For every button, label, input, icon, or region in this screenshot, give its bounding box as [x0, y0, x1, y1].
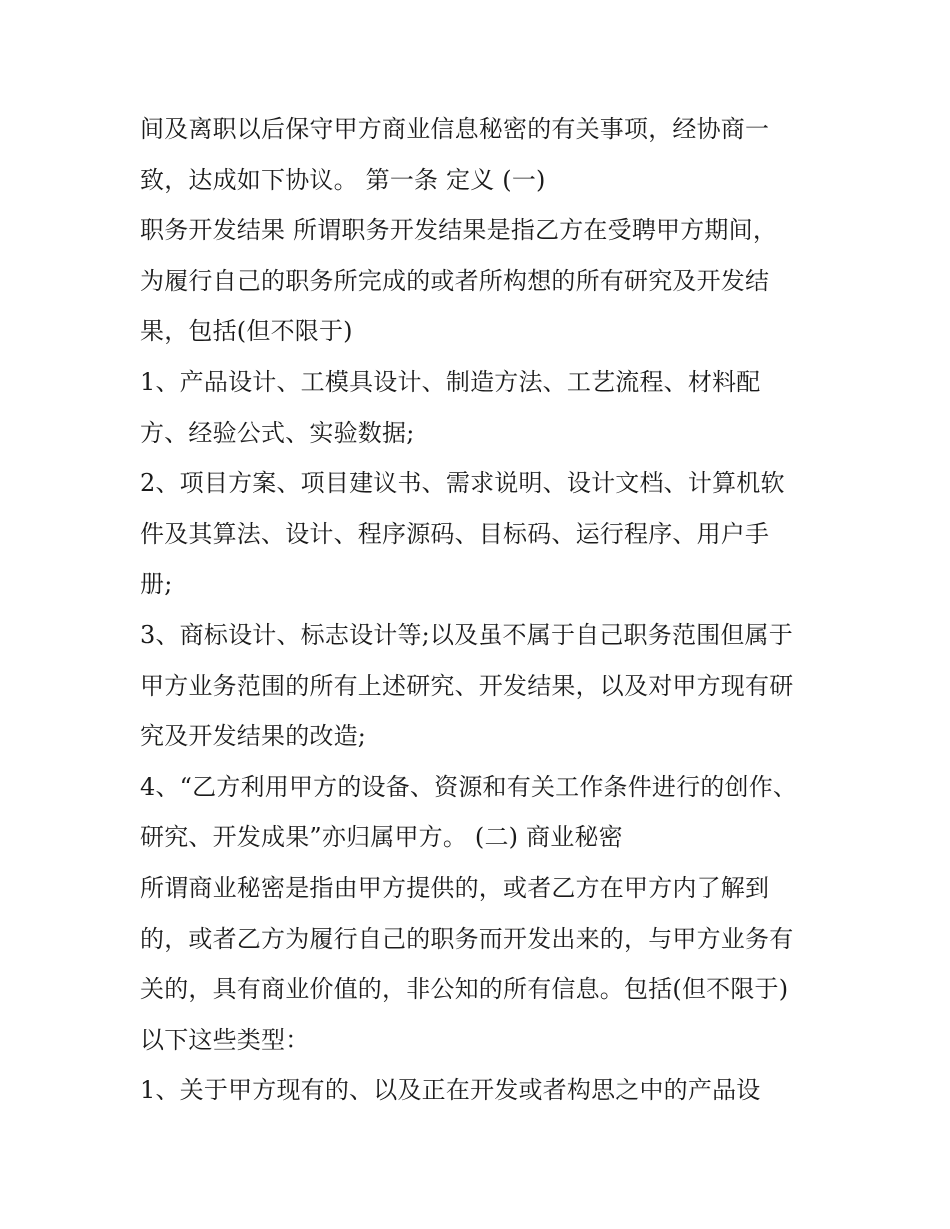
text-line: 所谓商业秘密是指由甲方提供的，或者乙方在甲方内了解到: [140, 873, 770, 902]
text-line: 4、“乙方利用甲方的设备、资源和有关工作条件进行的创作、: [140, 772, 798, 801]
text-line: 致，达成如下协议。 第一条 定义 (一): [140, 165, 546, 194]
text-line: 为履行自己的职务所完成的或者所构想的所有研究及开发结: [140, 266, 770, 295]
document-body: [140, 104, 830, 1116]
text-line: 册;: [140, 570, 173, 599]
text-line: 果，包括(但不限于): [140, 317, 353, 346]
text-line: 2、项目方案、项目建议书、需求说明、设计文档、计算机软: [140, 469, 785, 498]
text-line: 1、产品设计、工模具设计、制造方法、工艺流程、材料配: [140, 367, 761, 396]
text-line: 研究、开发成果”亦归属甲方。 (二) 商业秘密: [140, 823, 623, 852]
text-line: 以下这些类型：: [140, 1025, 310, 1054]
text-line: 甲方业务范围的所有上述研究、开发结果，以及对甲方现有研: [140, 671, 794, 700]
text-line: 间及离职以后保守甲方商业信息秘密的有关事项，经协商一: [140, 115, 770, 143]
text-line: 职务开发结果 所谓职务开发结果是指乙方在受聘甲方期间，: [140, 216, 778, 245]
text-line: 的，或者乙方为履行自己的职务而开发出来的，与甲方业务有: [140, 924, 794, 953]
text-line: 方、经验公式、实验数据;: [140, 418, 415, 447]
text-line: 3、商标设计、标志设计等;以及虽不属于自己职务范围但属于: [140, 620, 793, 649]
text-line: 关的，具有商业价值的，非公知的所有信息。包括(但不限于): [140, 975, 789, 1004]
text-line: 1、关于甲方现有的、以及正在开发或者构思之中的产品设: [140, 1076, 761, 1105]
text-line: 件及其算法、设计、程序源码、目标码、运行程序、用户手: [140, 519, 770, 548]
text-line: 究及开发结果的改造;: [140, 722, 367, 751]
